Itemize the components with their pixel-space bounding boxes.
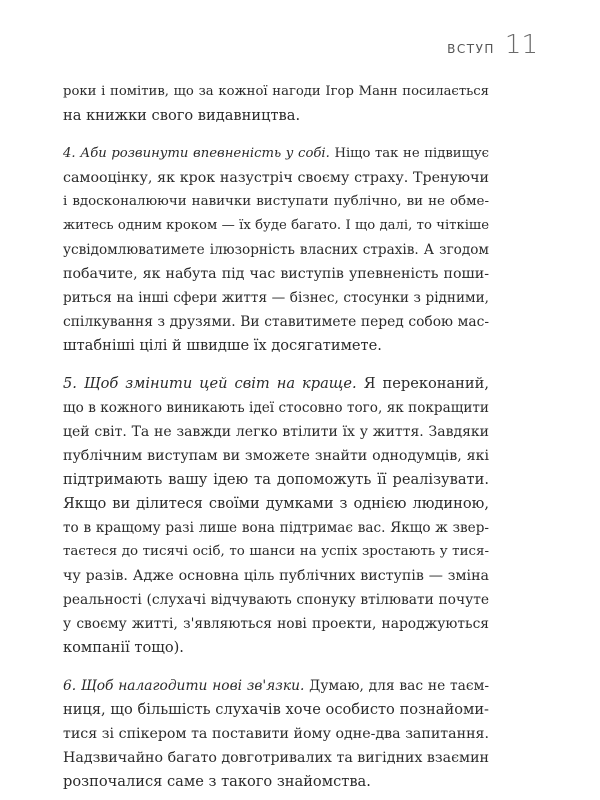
paragraph-lead: 4. Аби розвинути впевненість у собі. bbox=[63, 146, 330, 161]
text-line: самооцінку, як крок назустріч своєму страху. Тренуючи bbox=[63, 170, 489, 186]
text-line: штабніші цілі й швидше їх досягатимете. bbox=[63, 337, 382, 354]
text-line: ниця, що більшість слухачів хоче особисто познайоми- bbox=[63, 701, 489, 718]
paragraph bbox=[63, 372, 489, 660]
paragraph bbox=[63, 80, 489, 128]
text-line: у своєму житті, з'являються нові проекти, народжуються bbox=[63, 616, 489, 632]
text-line: тися зі спікером та поставити йому одне-два запитання. bbox=[63, 726, 489, 742]
text-line: усвідомлюватимете ілюзорність власних страхів. А згодом bbox=[63, 242, 489, 258]
text-line: риться на інші сфери життя — бізнес, стосунки з рідними, bbox=[63, 290, 489, 306]
body-text bbox=[63, 80, 489, 794]
text-line: 4. Аби розвинути впевненість у собі. Ніщо так не підвищує bbox=[63, 146, 489, 161]
text-line: чу разів. Адже основна ціль публічних виступів — зміна bbox=[63, 568, 489, 584]
text-line: 6. Щоб налагодити нові зв'язки. Думаю, для вас не таєм- bbox=[63, 678, 490, 694]
text-line: роки і помітив, що за кожної нагоди Ігор Манн посилається bbox=[63, 84, 489, 99]
text-line: розпочалися саме з такого знайомства. bbox=[63, 773, 371, 790]
text-line: побачите, як набута під час виступів упевненість поши- bbox=[63, 266, 489, 282]
text-line: Якщо ви ділитеся своїми думками з однією людиною, bbox=[63, 495, 489, 512]
section-title: ВСТУП bbox=[447, 42, 495, 56]
paragraph bbox=[63, 142, 489, 358]
text-line: що в кожного виникають ідеї стосовно того, як покращити bbox=[63, 400, 489, 416]
text-line: 5. Щоб змінити цей світ на краще. Я переконаний, bbox=[63, 375, 489, 392]
text-line: таєтеся до тисячі осіб, то шанси на успіх зростають у тися- bbox=[63, 544, 489, 559]
paragraph-lead: 5. Щоб змінити цей світ на краще. bbox=[63, 375, 357, 392]
text-line: Надзвичайно багато довготривалих та вигідних взаємин bbox=[63, 750, 489, 766]
text-line: публічним виступам ви зможете знайти однодумців, які bbox=[63, 448, 489, 464]
text-line: підтримають вашу ідею та допоможуть її реалізувати. bbox=[63, 471, 489, 488]
text-line: реальності (слухачі відчувають спонуку втілювати почуте bbox=[63, 592, 489, 608]
text-line: компанії тощо). bbox=[63, 639, 184, 656]
paragraph-lead: 6. Щоб налагодити нові зв'язки. bbox=[63, 678, 305, 694]
running-header bbox=[447, 30, 538, 60]
text-line: житесь одним кроком — їх буде багато. І що далі, то чіткіше bbox=[63, 218, 489, 233]
text-line: і вдосконалюючи навички виступати публічно, ви не обме- bbox=[63, 194, 489, 209]
text-line: спілкування з друзями. Ви ставитимете перед собою мас- bbox=[63, 314, 489, 330]
text-line: цей світ. Та не завжди легко втілити їх у життя. Завдяки bbox=[63, 424, 489, 440]
page-number: 11 bbox=[504, 30, 538, 60]
paragraph bbox=[63, 674, 489, 794]
text-line: то в кращому разі лише вона підтримає вас. Якщо ж звер- bbox=[63, 520, 489, 536]
text-line: на книжки свого видавництва. bbox=[63, 107, 301, 124]
